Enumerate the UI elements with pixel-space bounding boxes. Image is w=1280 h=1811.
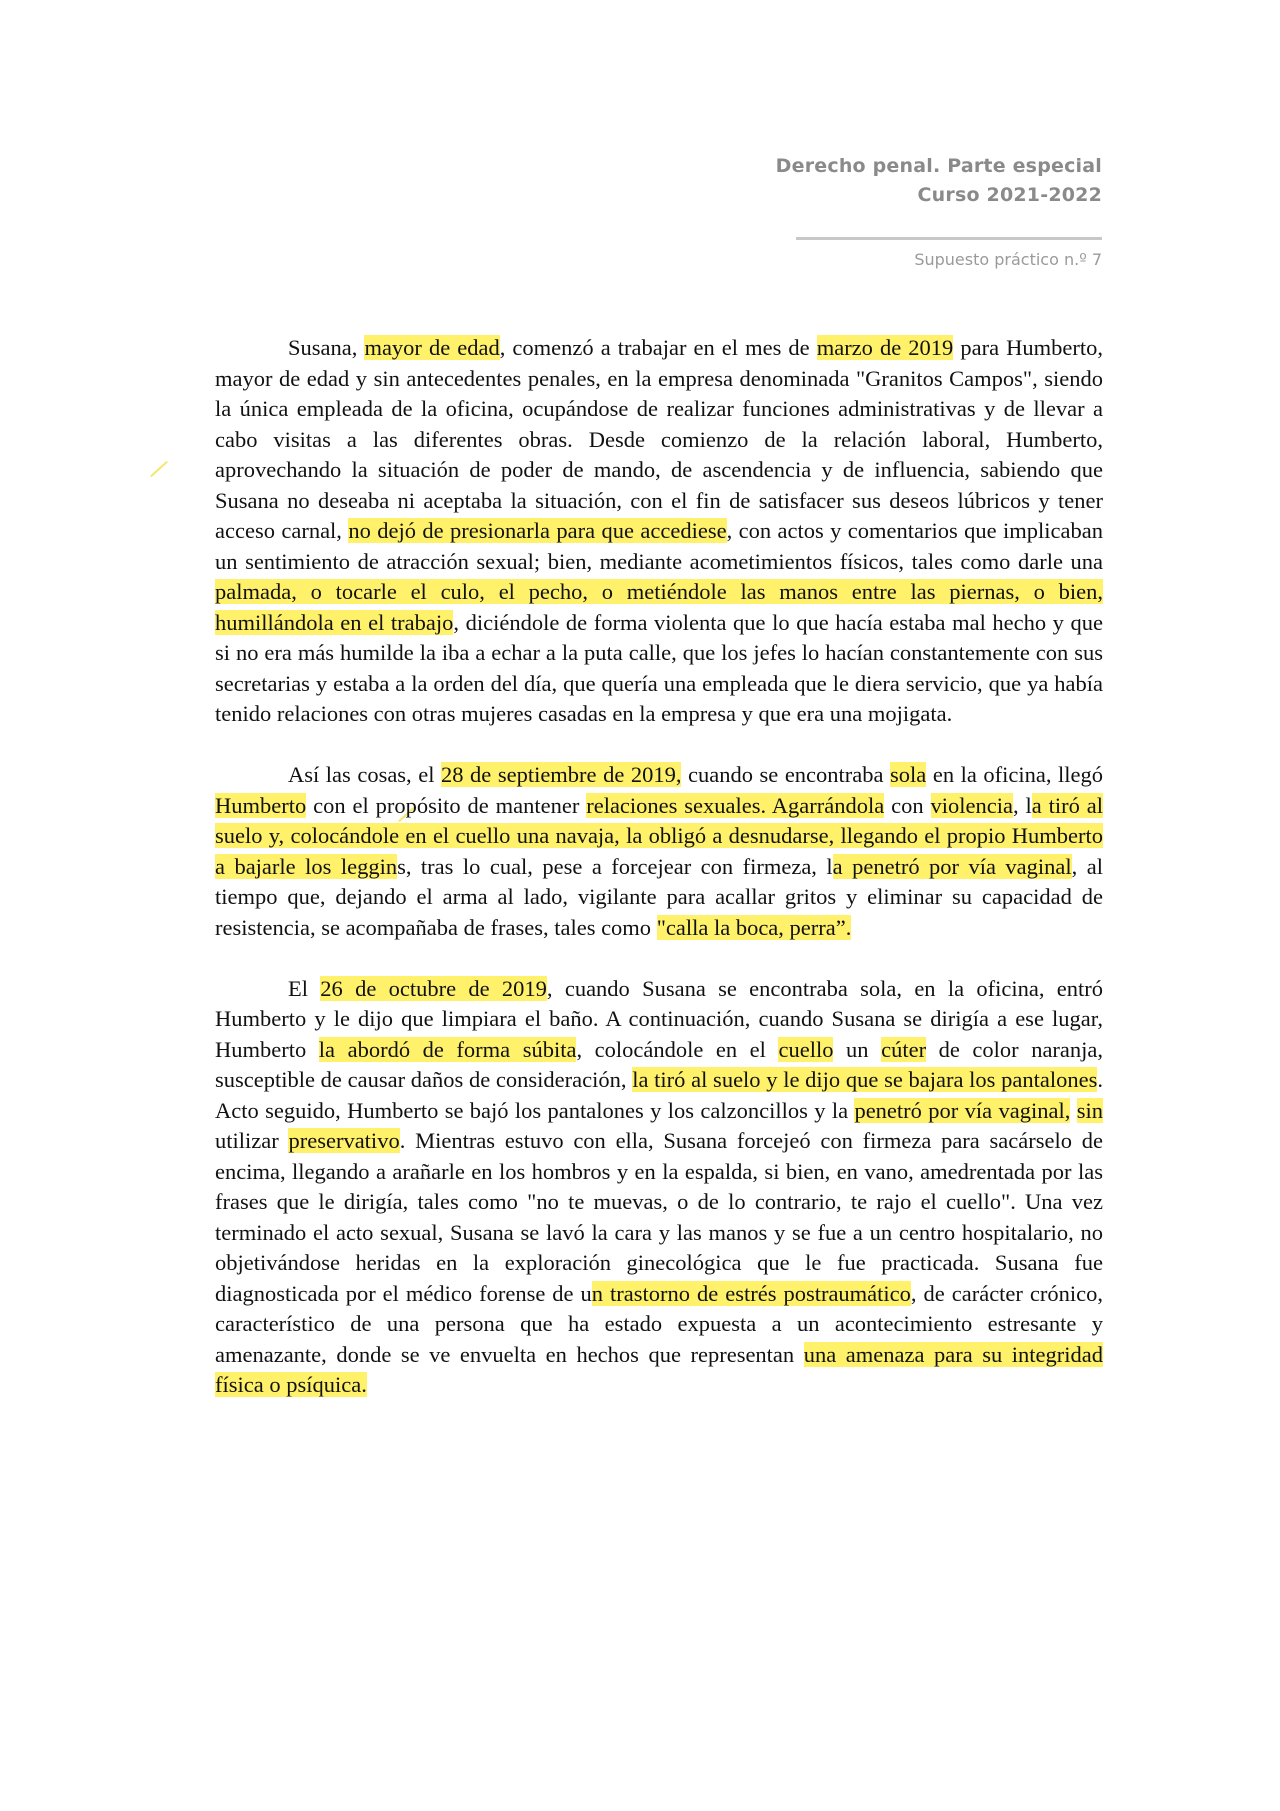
- text-segment: para Humberto, mayor de edad y sin antecedentes penales, en la empresa denominada "Granitos Campos", siendo la única empleada de la oficina, ocupándose de realizar funciones administrativas y de llevar a cabo visitas a las diferentes obras. Desde comienzo de la relación laboral, Humberto, aprovechando la situación de poder de mando, de ascendencia y de influencia, sabiendo que Susana no deseaba ni aceptaba la situación, con el fin de satisfacer sus deseos lúbricos y tener acceso carnal,: [215, 335, 1103, 543]
- text-segment: , cuando Susana se encontraba sola, en la oficina, entró Humberto y le dijo que limpiara el baño. A continuación, cuando Susana se dirigía a ese lugar, Humberto: [215, 975, 1103, 1062]
- exercise-subtitle: Supuesto práctico n.º 7: [914, 250, 1102, 269]
- highlighted-text: la abordó de forma súbita: [318, 1036, 577, 1062]
- highlighted-text: relaciones sexuales. Agarrándola: [586, 792, 885, 818]
- paragraph: [215, 760, 1103, 943]
- text-segment: en la oficina, llegó: [926, 762, 1104, 787]
- text-segment: con: [884, 792, 931, 818]
- highlighted-text: cuello: [778, 1036, 834, 1062]
- highlighted-text: 26 de octubre de 2019: [320, 975, 547, 1001]
- highlighted-text: una amenaza para su integridad física o psíquica.: [215, 1341, 1103, 1397]
- text-segment: un: [833, 1036, 882, 1062]
- text-segment: El: [288, 975, 321, 1001]
- highlighted-text: a penetró por vía vaginal: [832, 853, 1072, 879]
- text-segment: con el propósito de mantener: [306, 792, 587, 818]
- highlighted-text: sola: [890, 762, 927, 787]
- pencil-mark: [150, 461, 168, 477]
- paragraph: [215, 974, 1103, 1401]
- highlighted-text: palmada, o tocarle el culo, el pecho, o metiéndole las manos entre las piernas, o bien, humillándola en el trabajo: [215, 579, 1103, 635]
- highlighted-text: violencia: [930, 792, 1013, 818]
- text-segment: utilizar: [215, 1128, 289, 1153]
- highlighted-text: Humberto: [215, 792, 307, 818]
- text-segment: . Acto seguido, Humberto se bajó los pantalones y los calzoncillos y la: [215, 1067, 1103, 1123]
- text-segment: , l: [1012, 792, 1032, 818]
- header-divider: [796, 237, 1102, 240]
- text-segment: cuando se encontraba: [681, 762, 891, 787]
- text-segment: , colocándole en el: [576, 1036, 779, 1062]
- text-segment: . Mientras estuvo con ella, Susana forcejeó con firmeza para sacárselo de encima, llegando a arañarle en los hombros y en la espalda, si bien, en vano, amedrentada por las frases que le dirigía, tales como "no te muevas, o de lo contrario, te rajo el cuello". Una vez terminado el acto sexual, Susana se lavó la cara y las manos y se fue a un centro hospitalario, no objetivándose heridas en la exploración ginecológica que le fue practicada. Susana fue diagnosticada por el médico forense de u: [215, 1128, 1103, 1306]
- text-segment: , comenzó a trabajar en el mes de: [499, 335, 817, 360]
- highlighted-text: 28 de septiembre de 2019,: [441, 762, 682, 787]
- text-segment: Así las cosas, el: [288, 762, 442, 787]
- text-segment: de color naranja, susceptible de causar daños de consideración,: [215, 1036, 1104, 1092]
- highlighted-text: mayor de edad: [364, 335, 500, 360]
- highlighted-text: "calla la boca, perra”.: [656, 914, 852, 940]
- highlighted-text: penetró por vía vaginal,: [854, 1097, 1071, 1123]
- text-segment: , con actos y comentarios que implicaban un sentimiento de atracción sexual; bien, mediante acometimientos físicos, tales como darle una: [215, 518, 1104, 574]
- course-year: Curso 2021-2022: [917, 184, 1102, 206]
- document-header: [776, 152, 1102, 210]
- paragraph: [215, 333, 1103, 730]
- text-segment: , diciéndole de forma violenta que lo que hacía estaba mal hecho y que si no era más humilde la iba a echar a la puta calle, que los jefes lo hacían constantemente con sus secretarias y estaba a la orden del día, que quería una empleada que le diera servicio, que ya había tenido relaciones con otras mujeres casadas en la empresa y que era una mojigata.: [215, 609, 1103, 726]
- highlighted-text: n trastorno de estrés postraumático: [591, 1280, 911, 1306]
- highlighted-text: marzo de 2019: [816, 335, 954, 360]
- highlighted-text: la tiró al suelo y le dijo que se bajara los pantalones: [632, 1067, 1098, 1092]
- text-segment: s, tras lo cual, pese a forcejear con firmeza, l: [397, 853, 833, 879]
- text-segment: [1070, 1098, 1076, 1123]
- text-segment: , al tiempo que, dejando el arma al lado, vigilante para acallar gritos y eliminar su capacidad de resistencia, se acompañaba de frases, tales como: [215, 853, 1103, 940]
- highlighted-text: no dejó de presionarla para que accediese: [348, 518, 727, 543]
- highlighted-text: a tiró al suelo y, colocándole en el cuello una navaja, la obligó a desnudarse, llegando el propio Humberto a bajarle los leggin: [215, 792, 1103, 879]
- document-body: [215, 333, 1103, 1431]
- text-segment: , de carácter crónico, característico de una persona que ha estado expuesta a un acontecimiento estresante y amenazante, donde se ve envuelta en hechos que representan: [215, 1280, 1103, 1367]
- course-title: Derecho penal. Parte especial: [775, 155, 1102, 177]
- highlighted-text: sin: [1076, 1097, 1103, 1123]
- highlighted-text: preservativo: [288, 1128, 400, 1153]
- highlighted-text: cúter: [881, 1036, 927, 1062]
- text-segment: Susana,: [288, 335, 365, 360]
